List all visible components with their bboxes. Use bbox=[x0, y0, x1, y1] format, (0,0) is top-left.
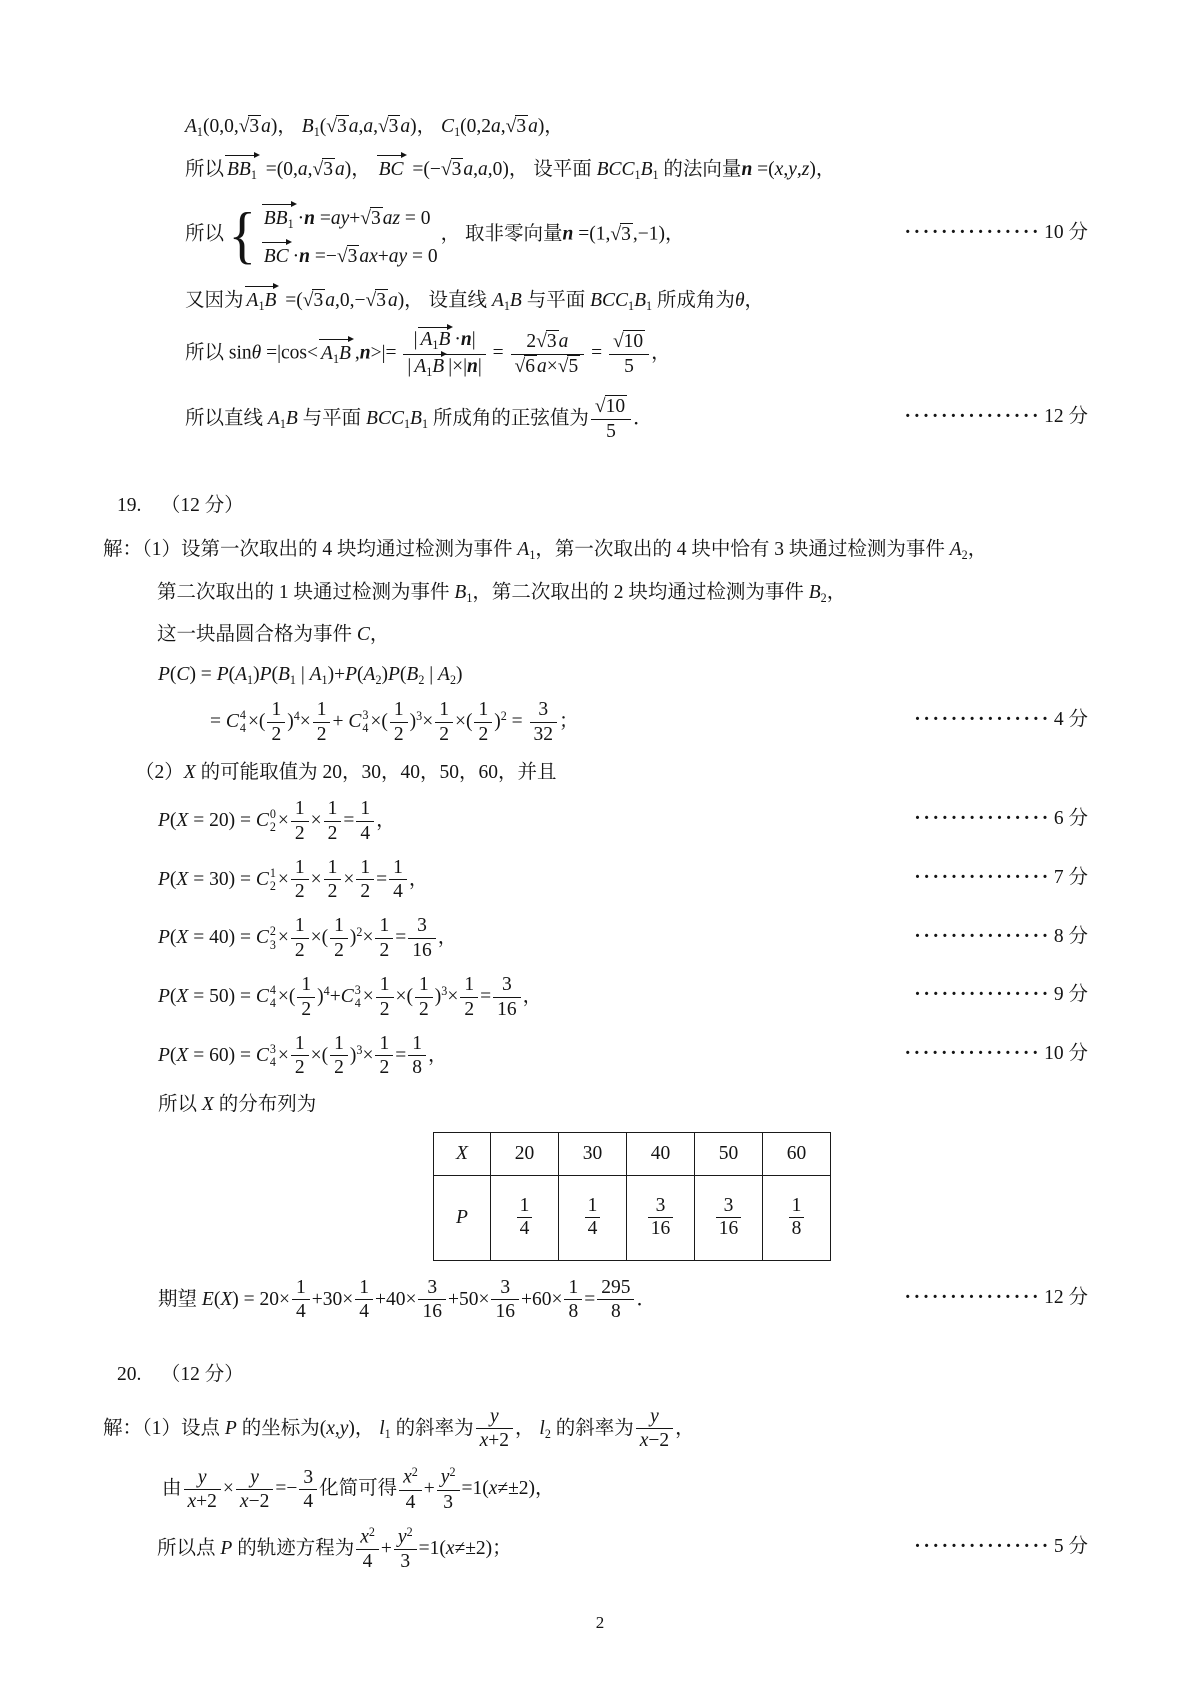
score-label: 6 分 bbox=[1053, 808, 1088, 830]
math-line bbox=[210, 695, 1200, 746]
line-content: 20. （12 分） bbox=[117, 1363, 244, 1385]
score-label: 10 分 bbox=[1044, 1043, 1088, 1065]
math-line bbox=[185, 110, 1200, 141]
line-content: 所以点 P 的轨迹方程为 $\frac{x^2}{4}$ + $\frac{y^2}{3}$ =1(x≠±2)； bbox=[157, 1524, 512, 1573]
line-content: 这一块晶圆合格为事件 C， bbox=[157, 623, 390, 645]
score-marker bbox=[905, 1041, 1088, 1067]
line-content: 期望 E(X) = 20× $\frac{1}{4}$ +30× $\frac{1}{4}$ +40× $\frac{3}{16}$ +50× $\frac{3}{16}$ +60× $\frac{1}{8}$ = $\frac{295}{8}$ ． bbox=[158, 1276, 656, 1323]
score-marker bbox=[914, 1534, 1088, 1560]
table-row bbox=[434, 1132, 831, 1175]
line-content: 第二次取出的 1 块通过检测为事件 $B_1$，第二次取出的 2 块均通过检测为事件 $B_2$， bbox=[157, 582, 847, 606]
table-cell: 30 bbox=[559, 1132, 627, 1175]
score-marker bbox=[905, 404, 1088, 430]
line-content: 解：（1）设第一次取出的 4 块均通过检测为事件 $A_1$，第一次取出的 4 块中恰有 3 块通过检测为事件 $A_2$， bbox=[103, 538, 988, 563]
document-content bbox=[0, 110, 1200, 1573]
dots-leader: ··············· bbox=[914, 867, 1051, 889]
line-content: 解：（1）设点 P 的坐标为(x,y)， $l_1$ 的斜率为 $\frac{y}{x+2}$ ， $l_2$ 的斜率为 $\frac{y}{x-2}$ ， bbox=[103, 1405, 695, 1452]
score-marker bbox=[905, 220, 1088, 246]
math-line bbox=[158, 1087, 1200, 1117]
dots-leader: ··············· bbox=[914, 925, 1051, 947]
line-content: 19. （12 分） bbox=[117, 495, 244, 517]
line-content: P(X = 30) = C 1 2 × $\frac{1}{2}$ × $\frac{1}{2}$ × $\frac{1}{2}$ = $\frac{1}{4}$ ， bbox=[158, 856, 429, 903]
math-line bbox=[185, 153, 1200, 184]
line-content: = C 4 4 ×( $\frac{1}{2}$ )$^4$× $\frac{1}{2}$ + C 3 4 ×( $\frac{1}{2}$ )$^3$× $\frac{1}{2}$ ×( $\frac{1}{2}$ )$^2$ = $\frac{3}{32}$ ； bbox=[210, 698, 579, 745]
math-line bbox=[158, 658, 1200, 689]
table-cell: $\frac{1}{4}$ bbox=[559, 1175, 627, 1260]
math-line bbox=[103, 1402, 1200, 1453]
math-line bbox=[185, 325, 1200, 380]
math-line bbox=[157, 1522, 1200, 1573]
line-content: 所以直线 $A_1B$ 与平面 $BCC_1B_1$ 所成角的正弦值为 $\frac{√10}{5}$ ． bbox=[185, 395, 653, 442]
dots-leader: ··············· bbox=[914, 984, 1051, 1006]
score-label: 8 分 bbox=[1053, 925, 1088, 947]
table-cell: 20 bbox=[491, 1132, 559, 1175]
line-content: $P(C) = P(A_1)P(B_1$ | $A_1)+P(A_2)P(B_2$ | $A_2$) bbox=[158, 663, 463, 687]
line-content: 所以 $\sin\theta =|\cos< A_1B$ ,n>|= $\frac{| A_1B \cdot n|}{| A_1B |\times|n|}$ = $\frac{2√3 a}{√6 a\times√5}$ = $\frac{√10}{5}$ ， bbox=[185, 329, 671, 380]
math-line bbox=[185, 284, 1200, 315]
question-19 bbox=[0, 489, 1200, 1324]
line-content: $A_1(0,0,√3$ a)， $B_1(√3$ a,a,√3 a)， $C_1(0,2a,√3$ a)， bbox=[185, 116, 564, 140]
question-20 bbox=[0, 1357, 1200, 1573]
score-label: 4 分 bbox=[1053, 709, 1088, 731]
score-marker bbox=[914, 806, 1088, 832]
score-marker bbox=[914, 707, 1088, 733]
table-cell: 60 bbox=[763, 1132, 831, 1175]
table-row bbox=[434, 1175, 831, 1260]
table-cell: 50 bbox=[695, 1132, 763, 1175]
math-line bbox=[103, 533, 1200, 564]
question-19-heading bbox=[117, 489, 1200, 519]
line-content: 又因为 $A_1B =(√3$ a,0,−√3 a)， 设直线 $A_1B$ 与平面 $BCC_1B_1$ 所成角为θ， bbox=[185, 290, 765, 314]
dots-leader: ··············· bbox=[914, 709, 1051, 731]
math-line bbox=[158, 970, 1200, 1021]
page-number: 2 bbox=[595, 1613, 605, 1632]
line-content: P(X = 40) = C 2 3 × $\frac{1}{2}$ ×( $\frac{1}{2}$ )$^2$× $\frac{1}{2}$ = $\frac{3}{16}$ ， bbox=[158, 915, 458, 962]
line-content: P(X = 50) = C 4 4 ×( $\frac{1}{2}$ )$^4$+C 3 4 × $\frac{1}{2}$ ×( $\frac{1}{2}$ )$^3$× $\frac{1}{2}$ = $\frac{3}{16}$ ， bbox=[158, 973, 543, 1020]
table-cell: 40 bbox=[627, 1132, 695, 1175]
dots-leader: ··············· bbox=[914, 808, 1051, 830]
math-line bbox=[135, 756, 1200, 786]
line-content: （2）X 的可能取值为 20，30，40，50，60，并且 bbox=[135, 762, 557, 784]
math-line bbox=[185, 392, 1200, 443]
table-cell: P bbox=[434, 1175, 491, 1260]
line-content: 所以 { $BB_1 \cdot n =ay+√3$ az = 0 BC ·n =−√3 ax+ay = 0 ， 取非零向量n =(1,√3 ,−1)， bbox=[185, 199, 685, 271]
math-line bbox=[158, 1273, 1200, 1324]
score-label: 12 分 bbox=[1044, 1287, 1088, 1309]
score-label: 7 分 bbox=[1053, 867, 1088, 889]
table-cell: $\frac{1}{4}$ bbox=[491, 1175, 559, 1260]
question-18-solution-tail bbox=[0, 110, 1200, 443]
distribution-table-line bbox=[433, 1128, 1200, 1261]
line-content: P(X = 60) = C 3 4 × $\frac{1}{2}$ ×( $\frac{1}{2}$ )$^3$× $\frac{1}{2}$ = $\frac{1}{8}$ ， bbox=[158, 1032, 448, 1079]
distribution-table bbox=[433, 1132, 831, 1261]
math-line bbox=[162, 1462, 1200, 1513]
math-line bbox=[157, 576, 1200, 607]
math-line bbox=[158, 1029, 1200, 1080]
score-marker bbox=[914, 982, 1088, 1008]
dots-leader: ··············· bbox=[904, 1287, 1042, 1309]
score-label: 12 分 bbox=[1044, 406, 1088, 428]
math-line bbox=[157, 617, 1200, 647]
dots-leader: ··············· bbox=[904, 222, 1042, 244]
score-label: 9 分 bbox=[1053, 984, 1088, 1006]
math-line bbox=[158, 794, 1200, 845]
score-label: 5 分 bbox=[1053, 1536, 1088, 1558]
line-content: 所以 $BB_1 =(0,a,√3$ a)， BC =(−√3 a,a,0)， 设平面 $BCC_1B_1$ 的法向量n =(x,y,z)， bbox=[185, 159, 836, 183]
table-cell: $\frac{3}{16}$ bbox=[695, 1175, 763, 1260]
math-line bbox=[158, 911, 1200, 962]
table-cell: X bbox=[434, 1132, 491, 1175]
dots-leader: ··············· bbox=[914, 1536, 1051, 1558]
line-content: 所以 X 的分布列为 bbox=[158, 1093, 317, 1115]
question-20-heading bbox=[117, 1357, 1200, 1387]
score-label: 10 分 bbox=[1044, 222, 1088, 244]
line-content: P(X = 20) = C 0 2 × $\frac{1}{2}$ × $\frac{1}{2}$ = $\frac{1}{4}$ ， bbox=[158, 797, 396, 844]
math-line bbox=[158, 853, 1200, 904]
score-marker bbox=[914, 924, 1088, 950]
score-marker bbox=[905, 1285, 1088, 1311]
score-marker bbox=[914, 865, 1088, 891]
table-cell: $\frac{3}{16}$ bbox=[627, 1175, 695, 1260]
math-line bbox=[185, 192, 1200, 274]
line-content: 由 $\frac{y}{x+2}$ × $\frac{y}{x-2}$ =− $\frac{3}{4}$ 化简可得 $\frac{x^2}{4}$ + $\frac{y^2}{3}$ =1(x≠±2)， bbox=[162, 1465, 555, 1513]
dots-leader: ··············· bbox=[904, 406, 1042, 428]
table-cell: $\frac{1}{8}$ bbox=[763, 1175, 831, 1260]
dots-leader: ··············· bbox=[904, 1043, 1042, 1065]
